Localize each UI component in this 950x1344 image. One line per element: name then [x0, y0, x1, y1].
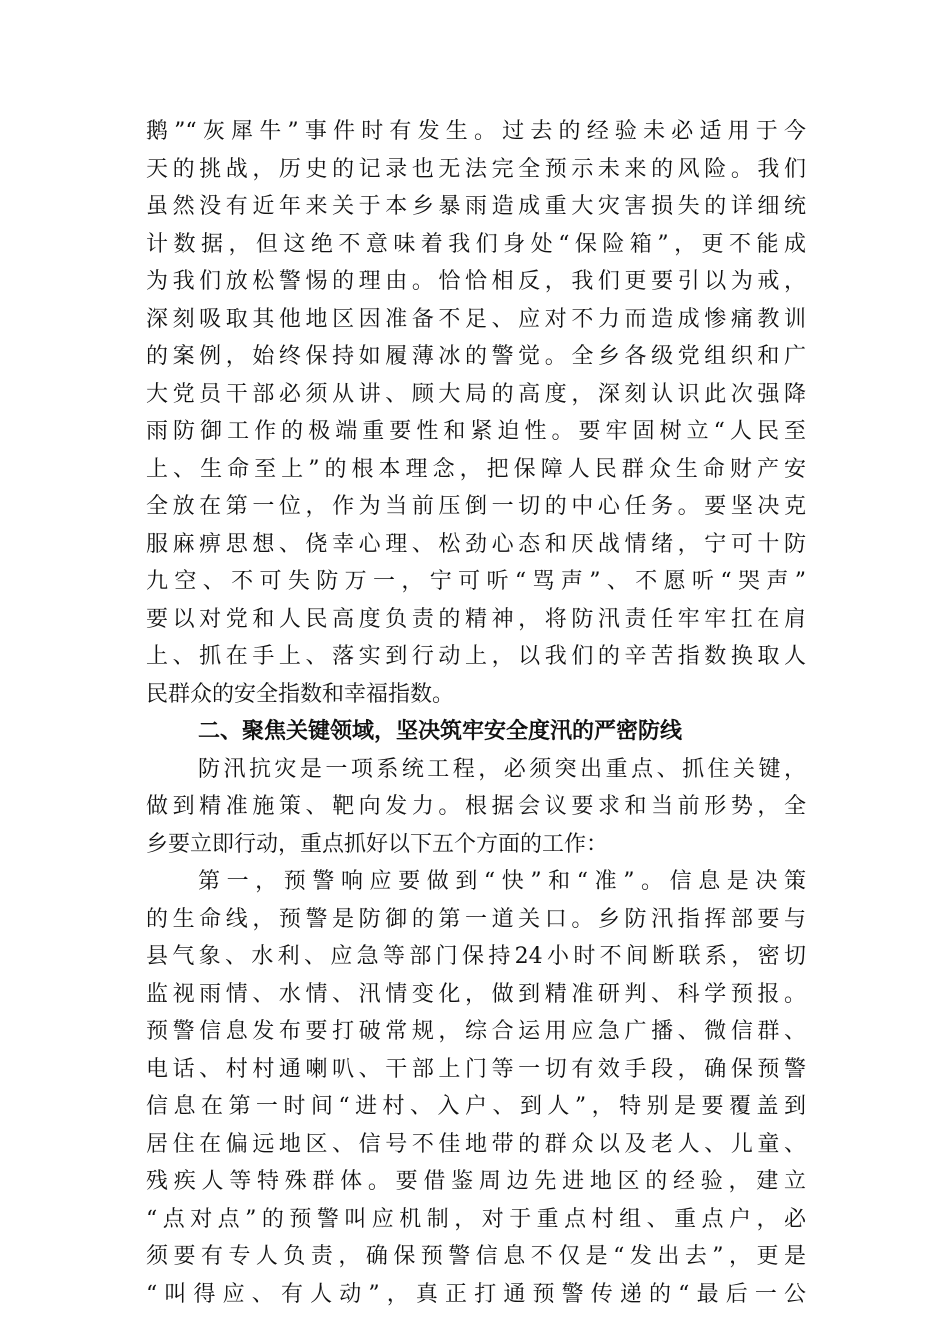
text-line: 大党员干部必须从讲、顾大局的高度，深刻认识此次强降: [146, 381, 806, 407]
text-line: 第一，预警响应要做到“快”和“准”。信息是决策: [198, 869, 806, 894]
text-line: 上、抓在手上、落实到行动上，以我们的辛苦指数换取人: [146, 644, 806, 669]
text-line: 预警信息发布要打破常规，综合运用应急广播、微信群、: [146, 1019, 806, 1044]
text-line: 信息在第一时间“进村、入户、到人”，特别是要覆盖到: [146, 1094, 806, 1119]
text-line: 鹅”“灰犀牛”事件时有发生。过去的经验未必适用于今: [146, 119, 806, 144]
text-line: 的生命线，预警是防御的第一道关口。乡防汛指挥部要与: [146, 906, 806, 932]
section-heading: 二、聚焦关键领域，坚决筑牢安全度汛的严密防线: [198, 719, 683, 744]
text-line: 要以对党和人民高度负责的精神，将防汛责任牢牢扛在肩: [146, 606, 806, 632]
body-text: [146, 113, 806, 1313]
text-line: 的案例，始终保持如履薄冰的警觉。全乡各级党组织和广: [146, 344, 806, 369]
text-line: “点对点”的预警叫应机制，对于重点村组、重点户，必: [146, 1206, 806, 1232]
text-line: 电话、村村通喇叭、干部上门等一切有效手段，确保预警: [146, 1056, 806, 1082]
text-line: 上、生命至上”的根本理念，把保障人民群众生命财产安: [146, 456, 806, 482]
text-line: 为我们放松警惕的理由。恰恰相反，我们更要引以为戒，: [146, 269, 806, 294]
text-line: 监视雨情、水情、汛情变化，做到精准研判、科学预报。: [146, 981, 806, 1007]
text-line: 全放在第一位，作为当前压倒一切的中心任务。要坚决克: [146, 494, 806, 519]
text-line: “叫得应、有人动”，真正打通预警传递的“最后一公: [146, 1281, 806, 1307]
text-line: 防汛抗灾是一项系统工程，必须突出重点、抓住关键，: [198, 756, 806, 782]
text-line: 做到精准施策、靶向发力。根据会议要求和当前形势，全: [146, 794, 806, 819]
text-line: 居住在偏远地区、信号不佳地带的群众以及老人、儿童、: [146, 1131, 806, 1157]
text-line: 雨防御工作的极端重要性和紧迫性。要牢固树立“人民至: [146, 419, 806, 444]
text-line: 民群众的安全指数和幸福指数。: [146, 681, 455, 707]
text-line: 计数据，但这绝不意味着我们身处“保险箱”，更不能成: [146, 231, 806, 257]
text-line: 服麻痹思想、侥幸心理、松劲心态和厌战情绪，宁可十防: [146, 531, 806, 557]
text-line: 县气象、水利、应急等部门保持24小时不间断联系，密切: [146, 944, 806, 969]
text-line: 虽然没有近年来关于本乡暴雨造成重大灾害损失的详细统: [146, 194, 806, 219]
text-line: 乡要立即行动，重点抓好以下五个方面的工作：: [146, 831, 609, 857]
text-line: 残疾人等特殊群体。要借鉴周边先进地区的经验，建立: [146, 1169, 806, 1194]
text-line: 深刻吸取其他地区因准备不足、应对不力而造成惨痛教训: [146, 306, 806, 332]
text-line: 九空、不可失防万一，宁可听“骂声”、不愿听“哭声”: [146, 569, 806, 594]
text-line: 须要有专人负责，确保预警信息不仅是“发出去”，更是: [146, 1244, 806, 1269]
text-line: 天的挑战，历史的记录也无法完全预示未来的风险。我们: [146, 156, 806, 182]
